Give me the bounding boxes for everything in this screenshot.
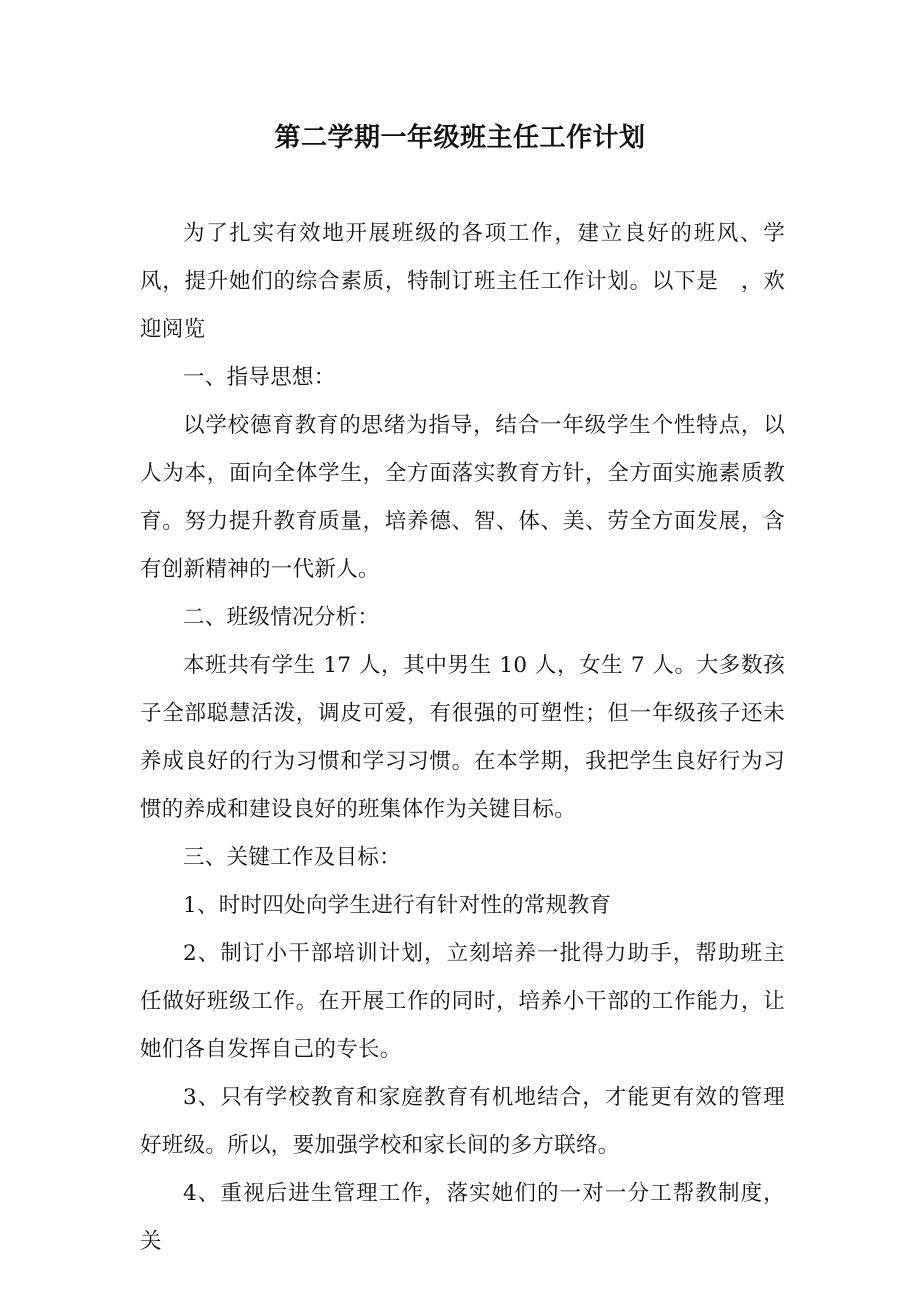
document-title: 第二学期一年级班主任工作计划 [274,123,646,153]
list-item-1: 1、时时四处向学生进行有针对性的常规教育 [183,893,612,918]
document-body [140,210,785,1266]
list-item-4: 4、重视后进生管理工作，落实她们的一对一分工帮教制度，关 [140,1181,785,1254]
heading-class-analysis: 二、班级情况分析： [183,605,380,630]
list-item-2: 2、制订小干部培训计划，立刻培养一批得力助手，帮助班主任做好班级工作。在开展工作的同时，培养小干部的工作能力，让她们各自发挥自己的专长。 [140,941,785,1062]
paragraph-guiding-ideology: 以学校德育教育的思绪为指导，结合一年级学生个性特点，以人为本，面向全体学生，全方面落实教育方针，全方面实施素质教育。努力提升教育质量，培养德、智、体、美、劳全方面发展，含有创新精神的一代新人。 [140,413,785,582]
heading-guiding-ideology: 一、指导思想： [183,365,336,390]
heading-key-goals: 三、关键工作及目标： [183,845,402,870]
paragraph-class-analysis: 本班共有学生 17 人，其中男生 10 人，女生 7 人。大多数孩子全部聪慧活泼，调皮可爱，有很强的可塑性；但一年级孩子还未养成良好的行为习惯和学习习惯。在本学期，我把学生良好行为习惯的养成和建设良好的班集体作为关键目标。 [140,653,785,822]
list-item-3: 3、只有学校教育和家庭教育有机地结合，才能更有效的管理好班级。所以，要加强学校和家长间的多方联络。 [140,1085,785,1158]
paragraph-intro: 为了扎实有效地开展班级的各项工作，建立良好的班风、学风，提升她们的综合素质，特制订班主任工作计划。以下是 ，欢迎阅览 [140,221,785,342]
